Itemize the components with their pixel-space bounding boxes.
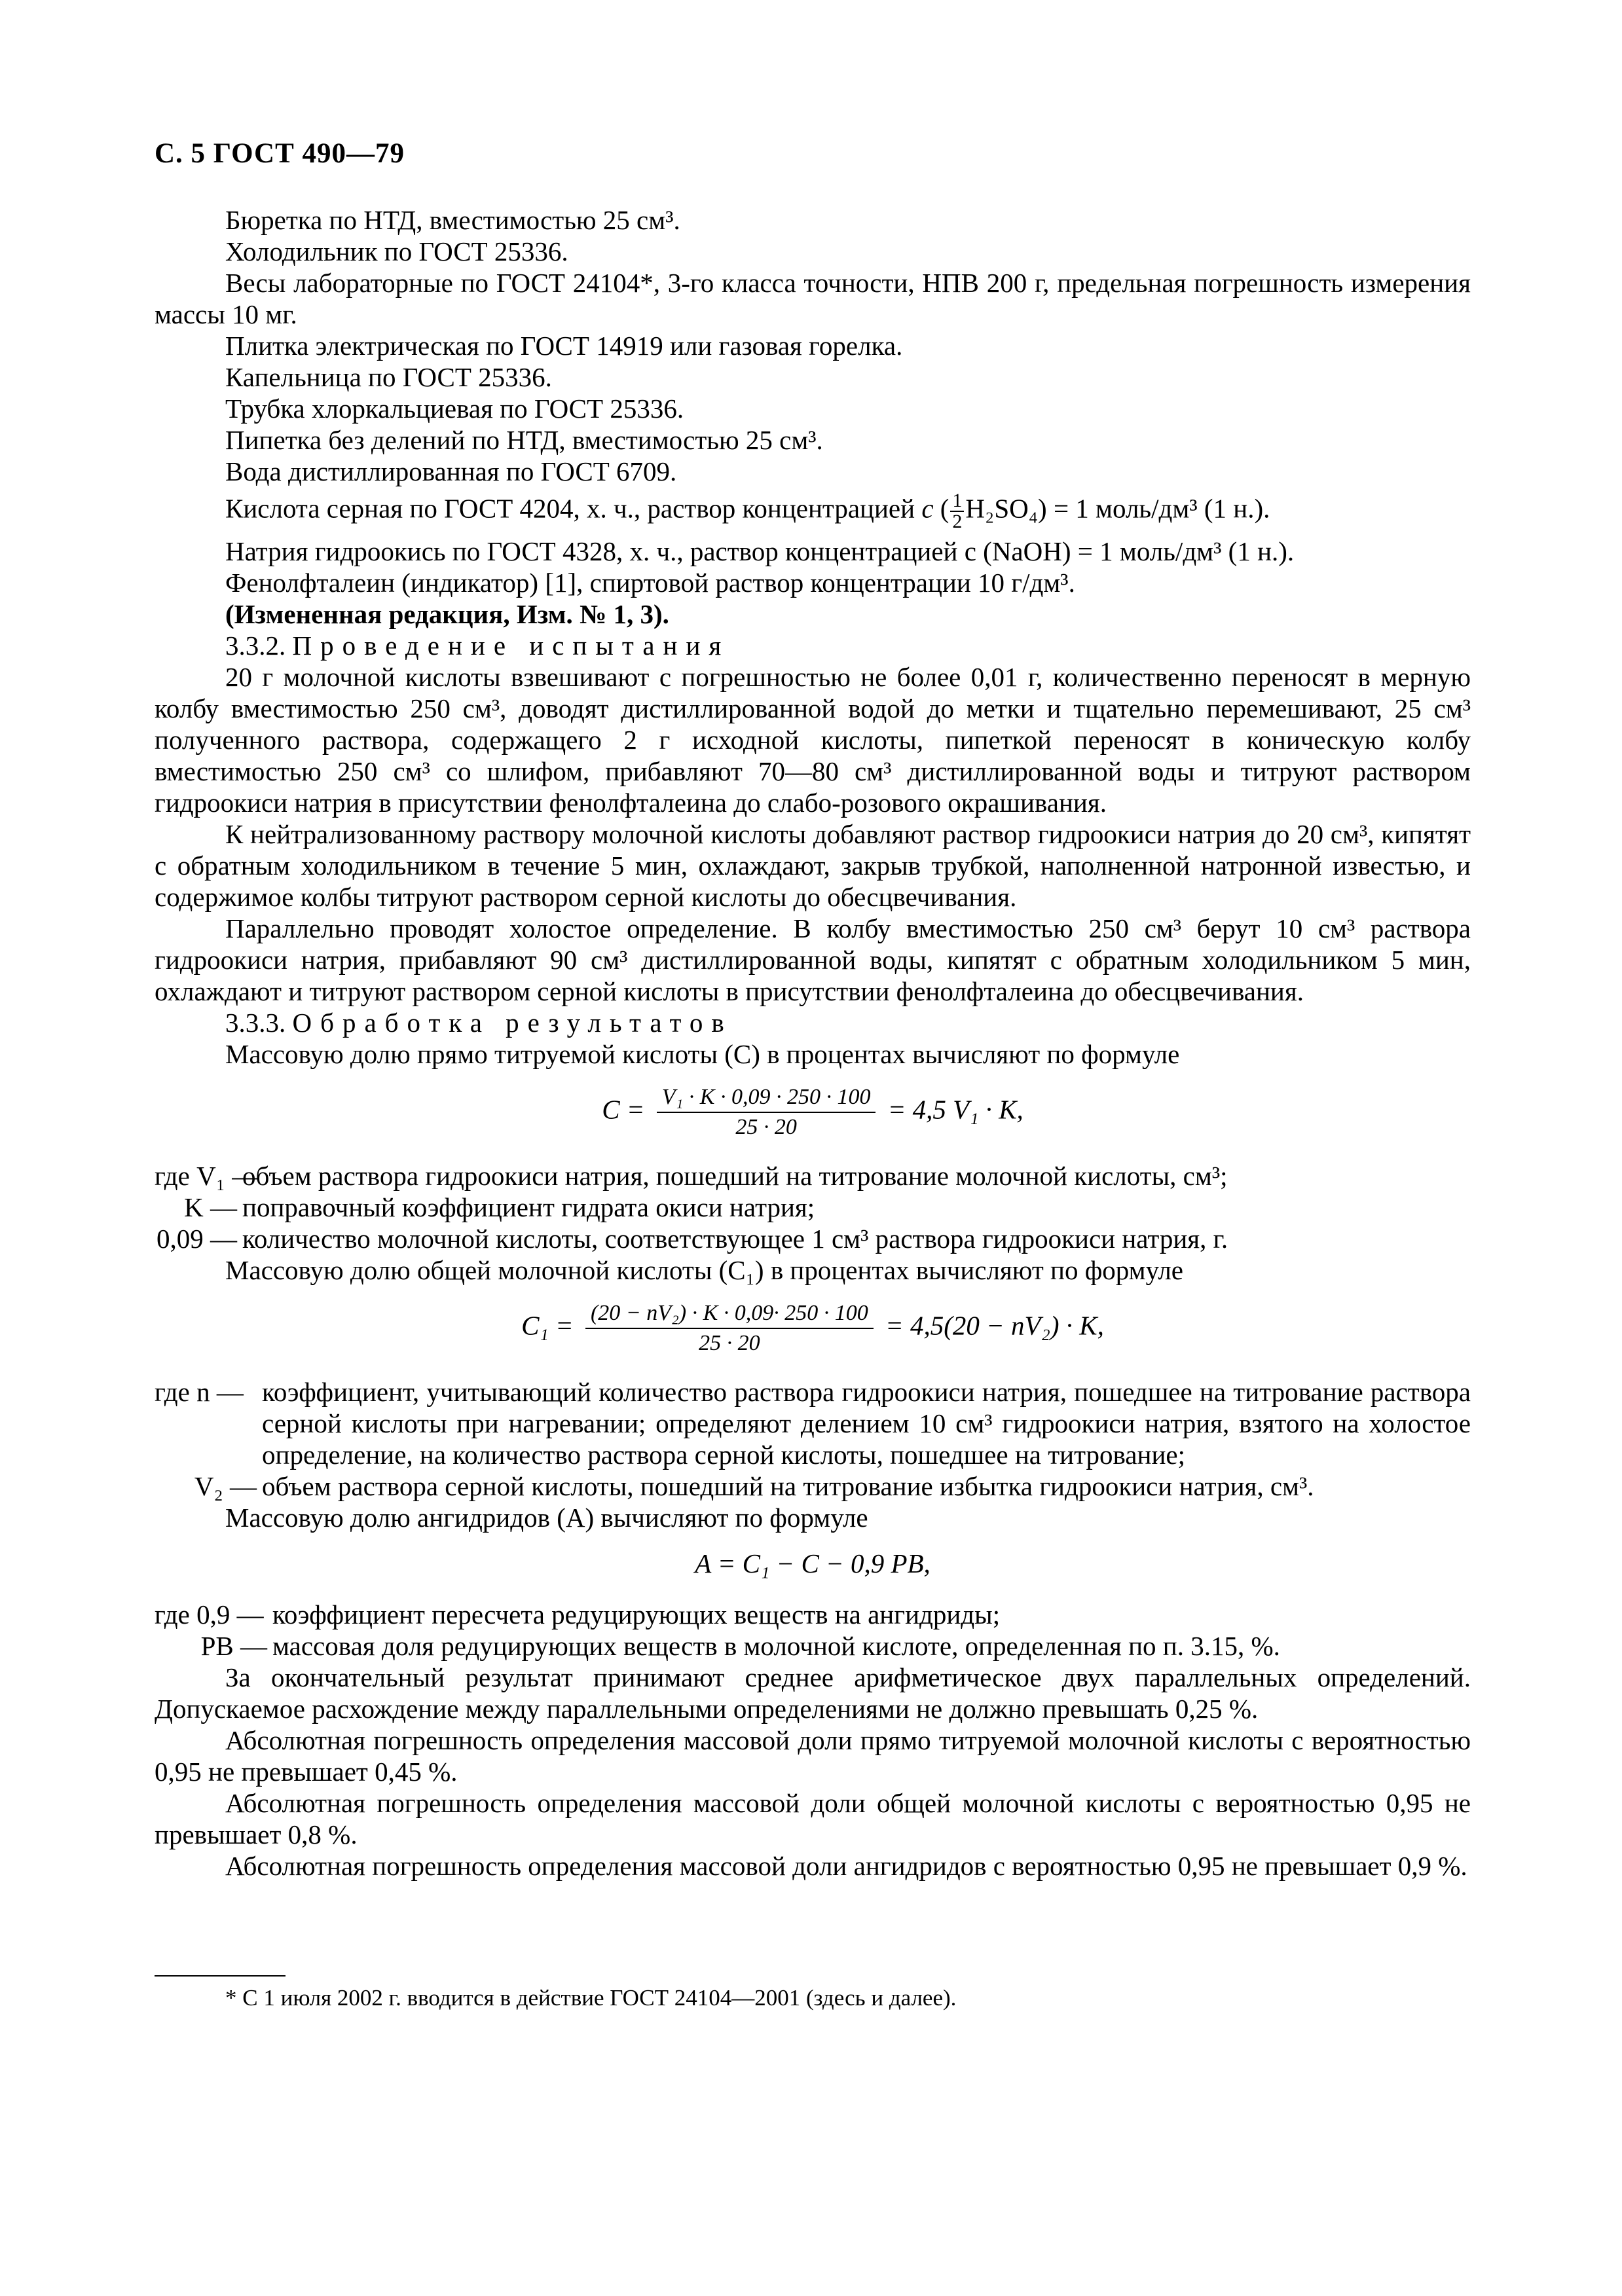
- page-header: С. 5 ГОСТ 490—79: [155, 138, 405, 169]
- acid-formula: H₂SO₄: [965, 493, 1039, 524]
- document-body: [155, 204, 1471, 1882]
- footnote-divider: [155, 1975, 286, 1977]
- formula-c1-rhs: = 4,5(20 − nV₂) · K,: [885, 1310, 1104, 1341]
- legend-label: где 0,9 —: [155, 1599, 264, 1630]
- closing-paragraph-3: Абсолютная погрешность определения массовой доли общей молочной кислоты с вероятностью 0,95 не превышает 0,8 %.: [155, 1788, 1471, 1850]
- legend-text: массовая доля редуцирующих веществ в молочной кислоте, определенная по п. 3.15, %.: [272, 1631, 1280, 1661]
- procedure-paragraph-2: К нейтрализованному раствору молочной кислоты добавляют раствор гидроокиси натрия до 20 см³, кипятят с обратным холодильником в течение 5 мин, охлаждают, закрыв трубкой, наполненной натронной известью, и содержимое колбы титруют раствором серной кислоты до обесцвечивания.: [155, 819, 1471, 912]
- legend-row: [155, 1630, 1471, 1662]
- footnote: * С 1 июля 2002 г. вводится в действие ГОСТ 24104—2001 (здесь и далее).: [225, 1985, 957, 2011]
- procedure-paragraph-3: Параллельно проводят холостое определение. В колбу вместимостью 250 см³ берут 10 см³ раствора гидроокиси натрия, прибавляют 90 см³ дистиллированной воды, кипятят с обратным холодильником 5 мин, охлаждают и титруют раствором серной кислоты в присутствии фенолфталеина до обесцвечивания.: [155, 913, 1471, 1006]
- section-3-3-2-number: 3.3.2.: [225, 630, 286, 661]
- reagent-naoh: Натрия гидроокись по ГОСТ 4328, х. ч., раствор концентрацией c (NaOH) = 1 моль/дм³ (1 н.).: [225, 536, 1295, 566]
- section-3-3-3-heading: [155, 1007, 1471, 1038]
- legend-text: коэффициент пересчета редуцирующих веществ на ангидриды;: [272, 1599, 1001, 1630]
- section-3-3-2-heading: [155, 630, 1471, 661]
- concentration-symbol: c: [921, 493, 934, 524]
- legend-row: [155, 1160, 1471, 1192]
- legend-text: поправочный коэффициент гидрата окиси натрия;: [242, 1192, 815, 1222]
- half-denominator: 2: [952, 511, 963, 532]
- equipment-scales: Весы лабораторные по ГОСТ 24104*, 3-го класса точности, НПВ 200 г, предельная погрешность измерения массы 10 мг.: [155, 268, 1471, 329]
- legend-text: количество молочной кислоты, соответствующее 1 см³ раствора гидроокиси натрия, г.: [242, 1224, 1228, 1254]
- formula-a-intro: Массовую долю ангидридов (A) вычисляют по формуле: [225, 1503, 868, 1533]
- formula-c-fraction: [657, 1084, 876, 1140]
- closing-paragraph-2: Абсолютная погрешность определения массовой доли прямо титруемой молочной кислоты с вероятностью 0,95 не превышает 0,45 %.: [155, 1725, 1471, 1787]
- section-3-3-3-number: 3.3.3.: [225, 1008, 286, 1038]
- formula-c-legend: [155, 1160, 1471, 1254]
- legend-text: объем раствора серной кислоты, пошедший на титрование избытка гидроокиси натрия, см³.: [262, 1471, 1314, 1501]
- legend-row: [155, 1192, 1471, 1223]
- half-numerator: 1: [950, 491, 964, 512]
- closing-paragraph-4: Абсолютная погрешность определения массовой доли ангидридов с вероятностью 0,95 не превышает 0,9 %.: [225, 1851, 1467, 1881]
- legend-label: где V₁ —: [155, 1161, 259, 1191]
- equipment-dropper: Капельница по ГОСТ 25336.: [225, 362, 552, 392]
- legend-label: где n —: [155, 1377, 244, 1407]
- reagent-phenolphthalein: Фенолфталеин (индикатор) [1], спиртовой раствор концентрации 10 г/дм³.: [225, 568, 1075, 598]
- equipment-pipette: Пипетка без делений по НТД, вместимостью 25 см³.: [225, 425, 823, 455]
- formula-c1-denominator: 25 · 20: [699, 1331, 760, 1355]
- formula-c1-numerator: (20 − nV₂) · K · 0,09· 250 · 100: [585, 1300, 874, 1329]
- formula-c1-lhs: C₁ =: [521, 1310, 574, 1341]
- formula-a: A = C₁ − C − 0,9 PB,: [695, 1548, 931, 1578]
- formula-c1-fraction: [585, 1300, 874, 1357]
- legend-label: 0,09 —: [157, 1224, 237, 1254]
- formula-c1: [155, 1300, 1471, 1357]
- formula-c: [155, 1084, 1471, 1140]
- legend-text: объем раствора гидроокиси натрия, пошедший на титрование молочной кислоты, см³;: [242, 1161, 1228, 1191]
- acid-concentration: = 1 моль/дм³ (1 н.).: [1053, 493, 1270, 524]
- reagent-sulfuric-text: Кислота серная по ГОСТ 4204, х. ч., раствор концентрацией: [225, 493, 915, 524]
- formula-a-legend: [155, 1599, 1471, 1662]
- legend-text: коэффициент, учитывающий количество раствора гидроокиси натрия, пошедшее на титрование раствора серной кислоты при нагревании; определяют делением 10 см³ гидроокиси натрия, взятого на холостое определение, на количество раствора серной кислоты, пошедшее на титрование;: [262, 1377, 1471, 1470]
- closing-paragraph-1: За окончательный результат принимают среднее арифметическое двух параллельных определений. Допускаемое расхождение между параллельными определениями не должно превышать 0,25 %.: [155, 1662, 1471, 1724]
- legend-label: V₂ —: [194, 1471, 257, 1501]
- legend-row: [155, 1599, 1471, 1630]
- formula-c-lhs: C =: [602, 1094, 645, 1125]
- section-3-3-3-title: Обработка результатов: [292, 1008, 733, 1038]
- equipment-condenser: Холодильник по ГОСТ 25336.: [225, 236, 568, 266]
- half-fraction: [950, 491, 964, 532]
- procedure-paragraph-1: 20 г молочной кислоты взвешивают с погрешностью не более 0,01 г, количественно переносят в мерную колбу вместимостью 250 см³, доводят дистиллированной водой до метки и тщательно перемешивают, 25 см³ полученного раствора, содержащего 2 г исходной кислоты, пипеткой переносят в коническую колбу вместимостью 250 см³ со шлифом, прибавляют 70—80 см³ дистиллированной воды и титруют раствором гидроокиси натрия в присутствии фенолфталеина до слабо-розового окрашивания.: [155, 662, 1471, 818]
- formula-c-denominator: 25 · 20: [735, 1115, 797, 1139]
- legend-row: [155, 1376, 1471, 1470]
- formula-c-rhs: = 4,5 V₁ · K,: [887, 1094, 1023, 1125]
- equipment-burette: Бюретка по НТД, вместимостью 25 см³.: [225, 205, 680, 235]
- equipment-water: Вода дистиллированная по ГОСТ 6709.: [225, 456, 677, 486]
- formula-c1-intro: Массовую долю общей молочной кислоты (C₁) в процентах вычисляют по формуле: [225, 1255, 1183, 1285]
- equipment-tube: Трубка хлоркальциевая по ГОСТ 25336.: [225, 393, 684, 424]
- legend-row: [155, 1470, 1471, 1502]
- reagent-sulfuric-acid: Кислота серная по ГОСТ 4204, х. ч., раствор концентрацией c ( $\frac{1}{2}$ H₂SO₄) = 1 моль/дм³ (1 н.).: [225, 490, 1270, 532]
- formula-c-numerator: V₁ · K · 0,09 · 250 · 100: [657, 1084, 876, 1113]
- legend-label: PB —: [200, 1631, 267, 1661]
- formula-c-intro: Массовую долю прямо титруемой кислоты (C) в процентах вычисляют по формуле: [225, 1039, 1180, 1069]
- equipment-hotplate: Плитка электрическая по ГОСТ 14919 или газовая горелка.: [225, 331, 903, 361]
- legend-row: [155, 1223, 1471, 1254]
- formula-c1-legend: [155, 1376, 1471, 1502]
- legend-label: K —: [184, 1192, 237, 1222]
- amendment-note: (Измененная редакция, Изм. № 1, 3).: [225, 599, 669, 629]
- section-3-3-2-title: Проведение испытания: [292, 630, 730, 661]
